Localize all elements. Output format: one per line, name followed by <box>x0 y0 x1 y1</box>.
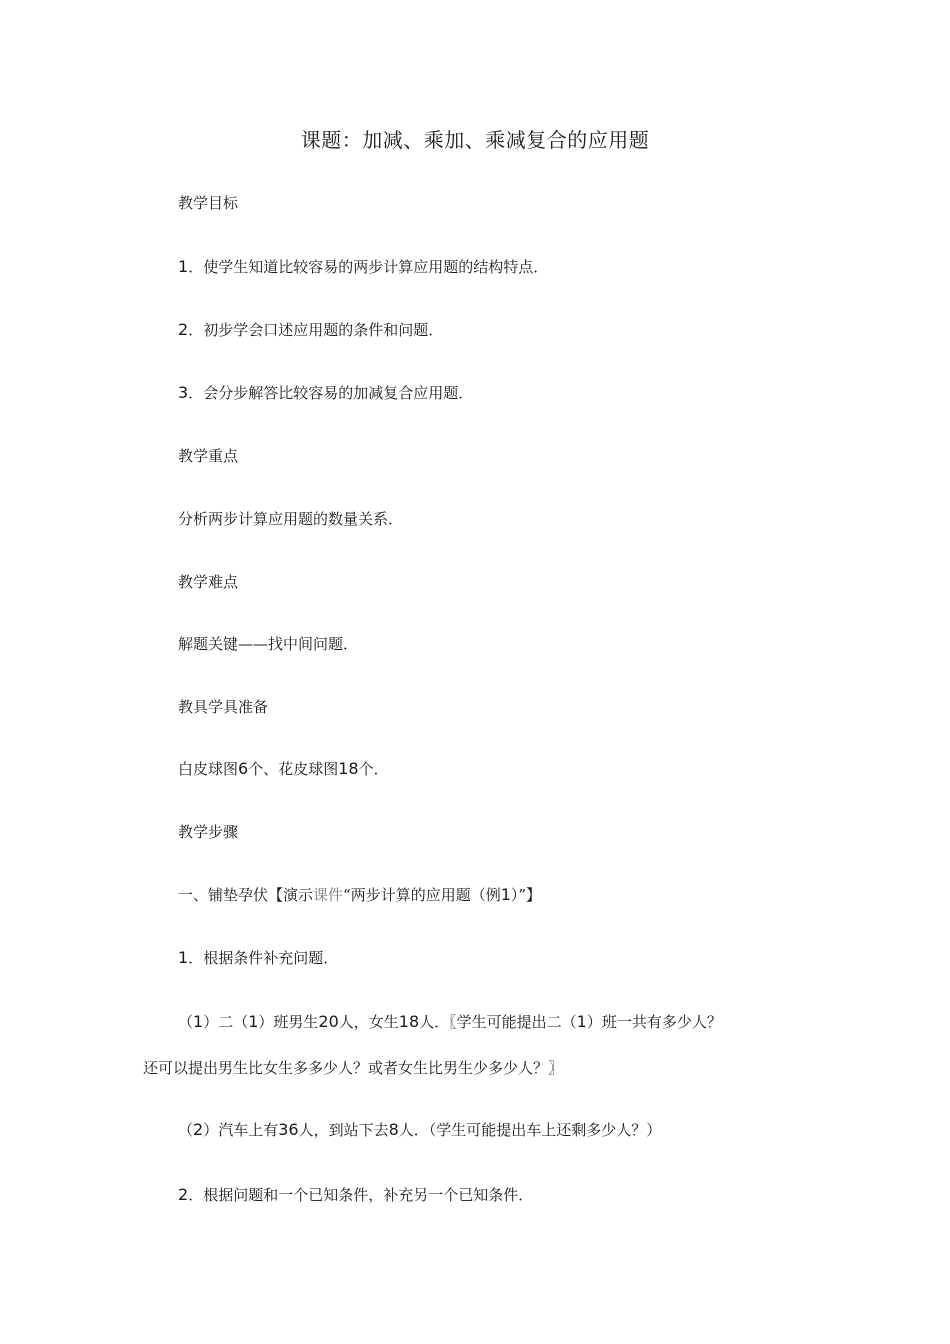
tools-text-a: 白皮球图 <box>178 760 239 778</box>
sub-1-a: （ <box>178 1013 194 1031</box>
sub-1-e: 人．〖学生可能提出二（ <box>419 1013 577 1031</box>
page-title: 课题：加减、乘加、乘减复合的应用题 <box>300 128 650 152</box>
item-2-text: ．根据问题和一个已知条件，补充另一个已知条件． <box>188 1186 534 1204</box>
goal-heading: 教学目标 <box>178 194 239 212</box>
step-1-text-c: ）”】 <box>510 886 542 904</box>
goal-2-text: ．初步学会口述应用题的条件和问题． <box>188 321 444 339</box>
sub-2-n1: 2 <box>193 1120 204 1139</box>
step-1-text-b: “两步计算的应用题（例 <box>343 886 501 904</box>
sub-2-d: 人．（学生可能提出车上还剩多少人？） <box>398 1121 662 1139</box>
sub-2-c: 人，到站下去 <box>298 1121 389 1139</box>
sub-2-passengers: 36 <box>278 1120 299 1139</box>
goal-3-number: 3 <box>178 383 189 402</box>
sub-1-n1: 1 <box>193 1012 204 1031</box>
goal-2-number: 2 <box>178 320 189 339</box>
sub-1-boys-count: 20 <box>318 1012 339 1031</box>
sub-item-2 <box>178 1119 661 1141</box>
tools-text <box>178 758 389 780</box>
item-2 <box>178 1184 533 1206</box>
sub-2-a: （ <box>178 1121 194 1139</box>
key-text: 分析两步计算应用题的数量关系． <box>178 510 404 528</box>
tools-text-b: 个、花皮球图 <box>248 760 339 778</box>
sub-item-1-continuation: 还可以提出男生比女生多多少人？或者女生比男生少多少人？〗 <box>143 1059 564 1077</box>
item-2-number: 2 <box>178 1185 189 1204</box>
item-1 <box>178 947 338 969</box>
step-1-example-number: 1 <box>500 885 511 904</box>
tools-text-c: 个． <box>358 760 389 778</box>
difficulty-heading: 教学难点 <box>178 573 239 591</box>
steps-heading: 教学步骤 <box>178 823 239 841</box>
step-1 <box>178 884 541 906</box>
goal-item-1 <box>178 256 548 278</box>
sub-1-d: 人，女生 <box>338 1013 399 1031</box>
goal-1-number: 1 <box>178 257 189 276</box>
tools-count-flower: 18 <box>338 759 359 778</box>
tools-count-white: 6 <box>238 759 249 778</box>
sub-1-c: ）班男生 <box>258 1013 319 1031</box>
sub-1-n5: 1 <box>576 1012 587 1031</box>
goal-item-2 <box>178 319 443 341</box>
sub-1-girls-count: 18 <box>398 1012 420 1031</box>
sub-1-b: ）二（ <box>203 1013 249 1031</box>
tools-heading: 教具学具准备 <box>178 698 269 716</box>
sub-item-1 <box>178 1011 722 1033</box>
sub-1-f: ）班一共有多少人？ <box>586 1013 722 1031</box>
difficulty-text: 解题关键——找中间问题． <box>178 635 359 653</box>
step-1-courseware: 课件 <box>313 886 344 904</box>
item-1-text: ．根据条件补充问题． <box>188 949 339 967</box>
sub-2-got-off: 8 <box>388 1120 399 1139</box>
goal-1-text: ．使学生知道比较容易的两步计算应用题的结构特点． <box>188 258 549 276</box>
sub-1-n2: 1 <box>248 1012 259 1031</box>
sub-2-b: ）汽车上有 <box>203 1121 279 1139</box>
key-heading: 教学重点 <box>178 447 239 465</box>
goal-3-text: ．会分步解答比较容易的加减复合应用题． <box>188 384 474 402</box>
step-1-text-a: 一、铺垫孕伏【演示 <box>178 886 314 904</box>
goal-item-3 <box>178 382 473 404</box>
item-1-number: 1 <box>178 948 189 967</box>
